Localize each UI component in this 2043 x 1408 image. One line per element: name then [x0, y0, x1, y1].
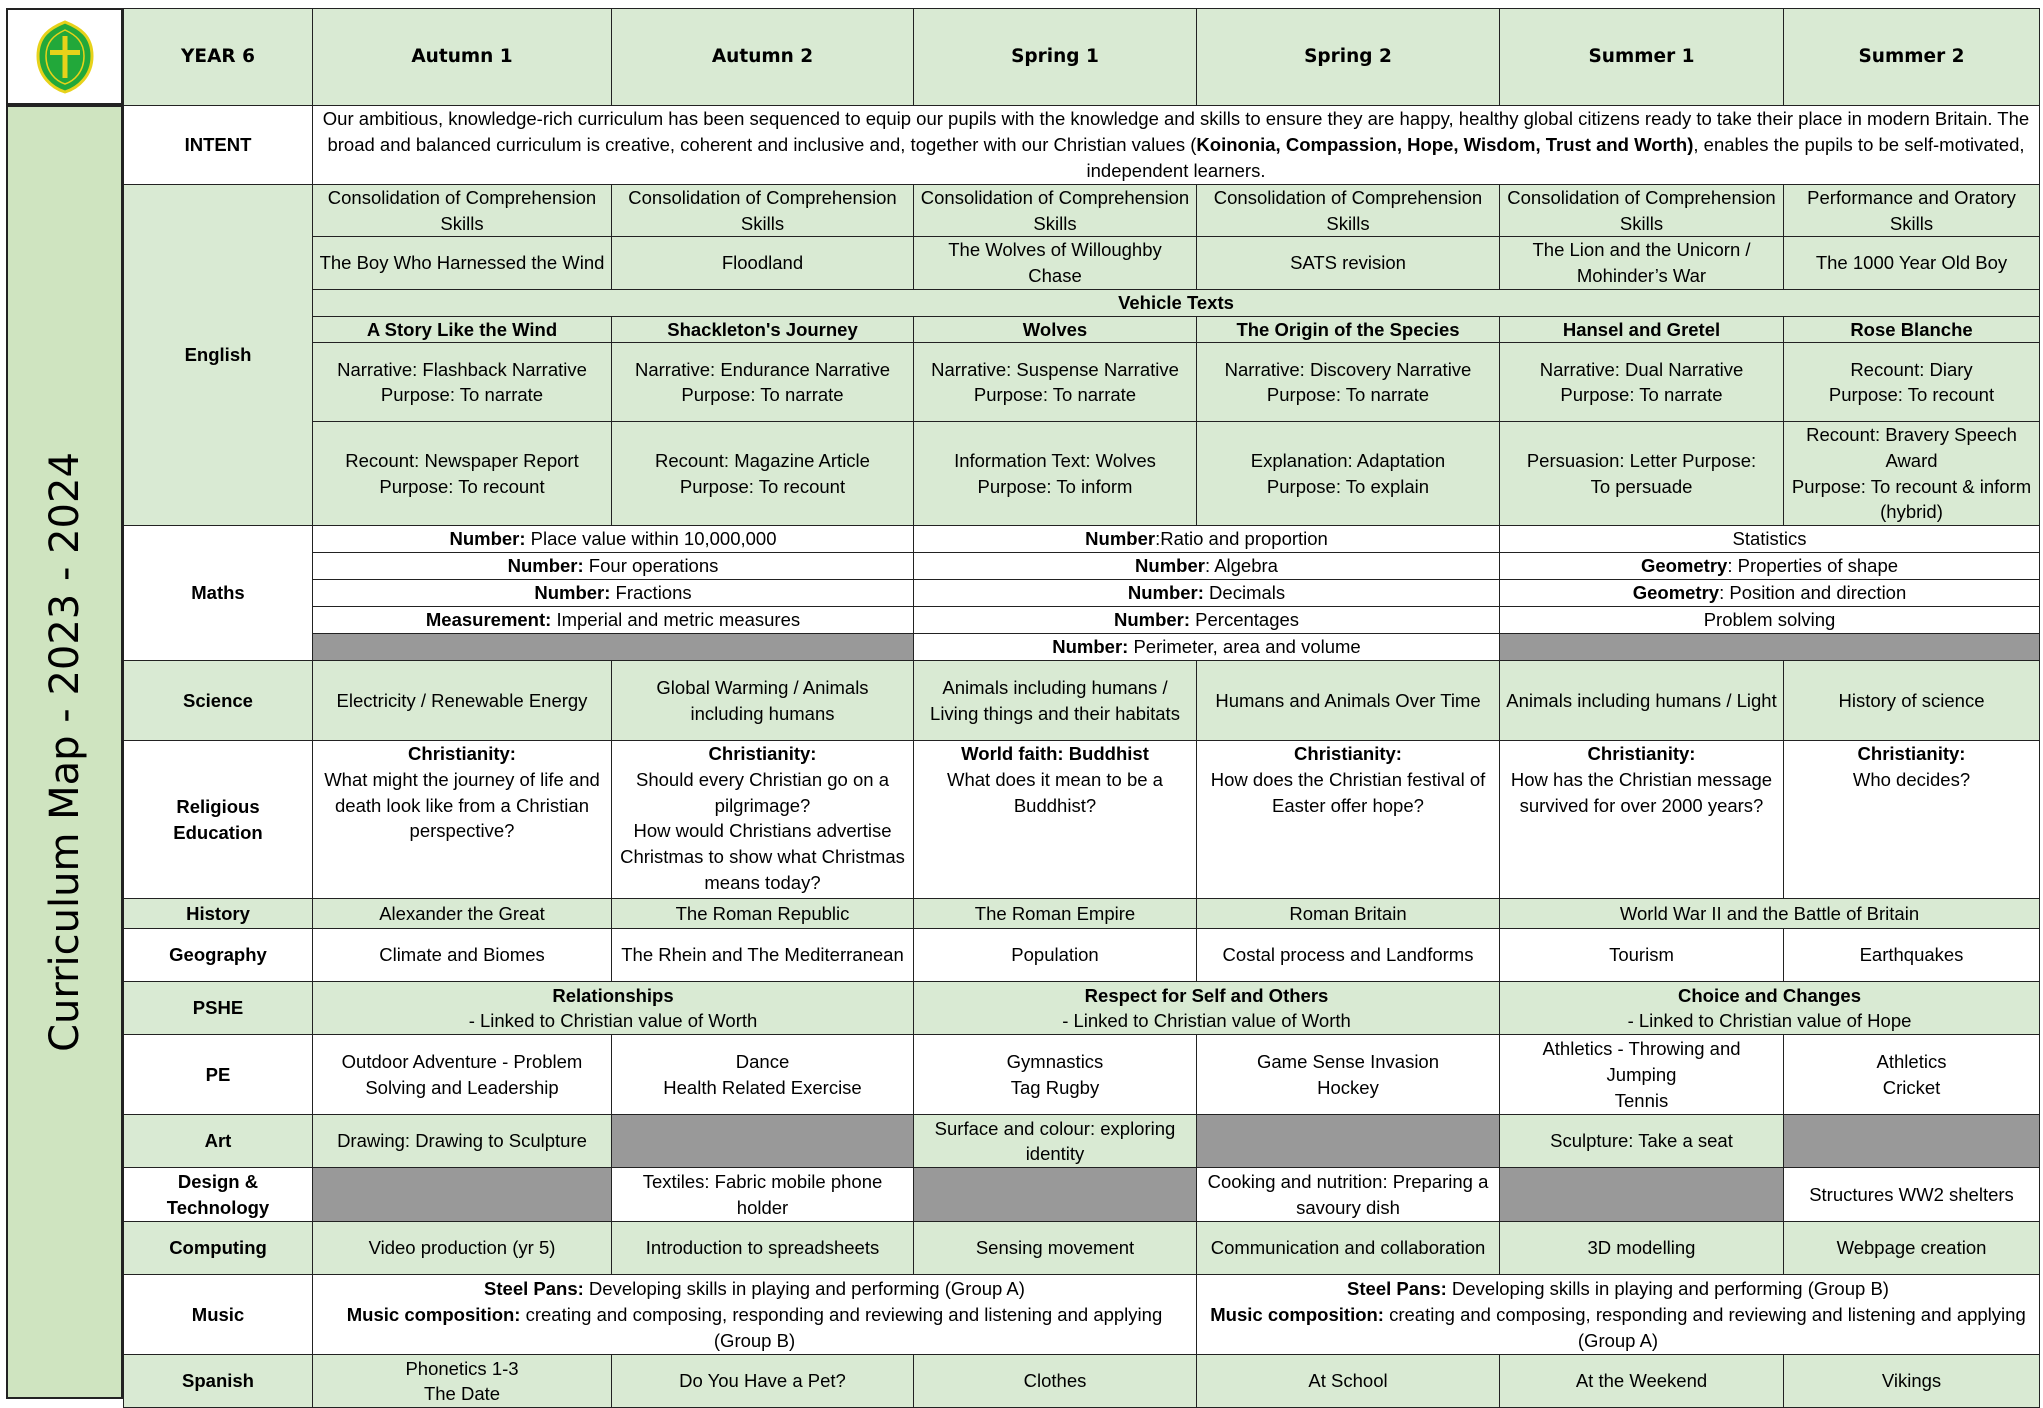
vehicle-text: Wolves — [914, 316, 1197, 343]
dt-cell: Structures WW2 shelters — [1784, 1168, 2040, 1222]
pe-cell: Game Sense Invasion Hockey — [1197, 1035, 1500, 1115]
vehicle-text: Hansel and Gretel — [1500, 316, 1784, 343]
re-cell: World faith: Buddhist What does it mean to be a Buddhist? — [914, 741, 1197, 899]
spanish-cell: Phonetics 1-3 The Date — [313, 1355, 612, 1408]
pe-cell: Dance Health Related Exercise — [612, 1035, 914, 1115]
pe-cell: Athletics Cricket — [1784, 1035, 2040, 1115]
english-book: SATS revision — [1197, 237, 1500, 289]
geography-row — [124, 929, 2040, 982]
subject-label: Computing — [124, 1222, 313, 1275]
history-cell: World War II and the Battle of Britain — [1500, 899, 2040, 929]
re-cell: Christianity: How has the Christian message survived for over 2000 years? — [1500, 741, 1784, 899]
geography-cell: Population — [914, 929, 1197, 982]
geography-cell: Tourism — [1500, 929, 1784, 982]
science-cell: Animals including humans / Light — [1500, 661, 1784, 741]
english-nonfiction: Information Text: Wolves Purpose: To inform — [914, 422, 1197, 526]
maths-cell: Number: Percentages — [914, 607, 1500, 634]
computing-cell: 3D modelling — [1500, 1222, 1784, 1275]
english-skill: Consolidation of Comprehension Skills — [1500, 185, 1784, 237]
music-cell: Steel Pans: Developing skills in playing and performing (Group B) Music composition: creating and composing, responding and reviewing and listening and applying (Group A) — [1197, 1275, 2040, 1355]
school-crest-icon — [36, 20, 94, 94]
empty-cell — [1197, 1115, 1500, 1168]
subject-label: Art — [124, 1115, 313, 1168]
empty-cell — [1784, 1115, 2040, 1168]
vehicle-text: The Origin of the Species — [1197, 316, 1500, 343]
pshe-cell: Respect for Self and Others - Linked to Christian value of Worth — [914, 982, 1500, 1035]
science-cell: History of science — [1784, 661, 2040, 741]
history-cell: The Roman Republic — [612, 899, 914, 929]
subject-label: Music — [124, 1275, 313, 1355]
computing-cell: Webpage creation — [1784, 1222, 2040, 1275]
maths-row — [124, 634, 2040, 661]
english-narrative: Narrative: Flashback Narrative Purpose: To narrate — [313, 343, 612, 422]
english-narrative: Narrative: Endurance Narrative Purpose: To narrate — [612, 343, 914, 422]
art-row — [124, 1115, 2040, 1168]
re-cell: Christianity: Should every Christian go on a pilgrimage? How would Christians advertise Christmas to show what Christmas means today? — [612, 741, 914, 899]
subject-label: Spanish — [124, 1355, 313, 1408]
vehicle-texts-row — [124, 289, 2040, 316]
english-book: Floodland — [612, 237, 914, 289]
music-row — [124, 1275, 2040, 1355]
english-nonfiction: Recount: Bravery Speech Award Purpose: To recount & inform (hybrid) — [1784, 422, 2040, 526]
pshe-cell: Choice and Changes - Linked to Christian value of Hope — [1500, 982, 2040, 1035]
maths-row — [124, 580, 2040, 607]
geography-cell: The Rhein and The Mediterranean — [612, 929, 914, 982]
maths-cell: Number: Four operations — [313, 553, 914, 580]
dt-cell: Textiles: Fabric mobile phone holder — [612, 1168, 914, 1222]
history-cell: Alexander the Great — [313, 899, 612, 929]
empty-cell — [313, 1168, 612, 1222]
empty-cell — [612, 1115, 914, 1168]
geography-cell: Earthquakes — [1784, 929, 2040, 982]
art-cell: Drawing: Drawing to Sculpture — [313, 1115, 612, 1168]
english-nonfiction: Recount: Magazine Article Purpose: To recount — [612, 422, 914, 526]
science-cell: Humans and Animals Over Time — [1197, 661, 1500, 741]
english-book: The Wolves of Willoughby Chase — [914, 237, 1197, 289]
english-narrative: Narrative: Dual Narrative Purpose: To narrate — [1500, 343, 1784, 422]
vehicle-text: Shackleton's Journey — [612, 316, 914, 343]
science-cell: Animals including humans / Living things and their habitats — [914, 661, 1197, 741]
subject-label: PE — [124, 1035, 313, 1115]
empty-cell — [313, 634, 914, 661]
maths-cell: Statistics — [1500, 526, 2040, 553]
subject-label: Maths — [124, 526, 313, 661]
science-row — [124, 661, 2040, 741]
geography-cell: Costal process and Landforms — [1197, 929, 1500, 982]
subject-label: Science — [124, 661, 313, 741]
english-skill: Consolidation of Comprehension Skills — [1197, 185, 1500, 237]
maths-cell: Measurement: Imperial and metric measures — [313, 607, 914, 634]
english-skill: Consolidation of Comprehension Skills — [612, 185, 914, 237]
pe-cell: Athletics - Throwing and Jumping Tennis — [1500, 1035, 1784, 1115]
computing-cell: Video production (yr 5) — [313, 1222, 612, 1275]
curriculum-table — [123, 8, 2040, 1408]
computing-cell: Communication and collaboration — [1197, 1222, 1500, 1275]
pe-cell: Outdoor Adventure - Problem Solving and Leadership — [313, 1035, 612, 1115]
spanish-cell: At the Weekend — [1500, 1355, 1784, 1408]
history-cell: Roman Britain — [1197, 899, 1500, 929]
maths-cell: Number: Decimals — [914, 580, 1500, 607]
subject-label: Design & Technology — [124, 1168, 313, 1222]
re-cell: Christianity: What might the journey of life and death look like from a Christian perspective? — [313, 741, 612, 899]
term-header: Autumn 1 — [313, 9, 612, 106]
geography-cell: Climate and Biomes — [313, 929, 612, 982]
maths-row — [124, 526, 2040, 553]
subject-label: Geography — [124, 929, 313, 982]
empty-cell — [1500, 634, 2040, 661]
art-cell: Surface and colour: exploring identity — [914, 1115, 1197, 1168]
maths-row — [124, 553, 2040, 580]
english-book: The Boy Who Harnessed the Wind — [313, 237, 612, 289]
pe-cell: Gymnastics Tag Rugby — [914, 1035, 1197, 1115]
english-nonfiction: Persuasion: Letter Purpose: To persuade — [1500, 422, 1784, 526]
subject-label: INTENT — [124, 106, 313, 185]
term-header: Summer 1 — [1500, 9, 1784, 106]
maths-cell: Number: Algebra — [914, 553, 1500, 580]
re-cell: Christianity: Who decides? — [1784, 741, 2040, 899]
art-cell: Sculpture: Take a seat — [1500, 1115, 1784, 1168]
pe-row — [124, 1035, 2040, 1115]
vehicle-texts-label: Vehicle Texts — [313, 289, 2040, 316]
english-nonfiction: Explanation: Adaptation Purpose: To explain — [1197, 422, 1500, 526]
pshe-row — [124, 982, 2040, 1035]
page-title: Curriculum Map - 2023 - 2024 — [41, 452, 88, 1052]
vehicle-text: A Story Like the Wind — [313, 316, 612, 343]
term-header: Spring 1 — [914, 9, 1197, 106]
english-book: The Lion and the Unicorn / Mohinder’s War — [1500, 237, 1784, 289]
computing-cell: Sensing movement — [914, 1222, 1197, 1275]
spanish-cell: Do You Have a Pet? — [612, 1355, 914, 1408]
english-skill: Performance and Oratory Skills — [1784, 185, 2040, 237]
history-row — [124, 899, 2040, 929]
science-cell: Global Warming / Animals including humans — [612, 661, 914, 741]
year-label: YEAR 6 — [124, 9, 313, 106]
sidebar — [6, 105, 123, 1399]
re-cell: Christianity: How does the Christian festival of Easter offer hope? — [1197, 741, 1500, 899]
term-header: Autumn 2 — [612, 9, 914, 106]
subject-label: PSHE — [124, 982, 313, 1035]
intent-text: Our ambitious, knowledge-rich curriculum has been sequenced to equip our pupils with the knowledge and skills to ensure they are happy, healthy global citizens ready to take their place in modern Britain. The broad and balanced curriculum is creative, coherent and inclusive and, together with our Christian values (Koinonia, Compassion, Hope, Wisdom, Trust and Worth), enables the pupils to be self-motivated, independent learners. — [313, 106, 2040, 185]
spanish-cell: Clothes — [914, 1355, 1197, 1408]
maths-cell: Number: Fractions — [313, 580, 914, 607]
subject-label: English — [124, 185, 313, 526]
computing-cell: Introduction to spreadsheets — [612, 1222, 914, 1275]
spanish-cell: At School — [1197, 1355, 1500, 1408]
subject-label: History — [124, 899, 313, 929]
english-narrative: Narrative: Discovery Narrative Purpose: To narrate — [1197, 343, 1500, 422]
maths-cell: Geometry: Properties of shape — [1500, 553, 2040, 580]
empty-cell — [914, 1168, 1197, 1222]
computing-row — [124, 1222, 2040, 1275]
pshe-cell: Relationships - Linked to Christian value of Worth — [313, 982, 914, 1035]
science-cell: Electricity / Renewable Energy — [313, 661, 612, 741]
maths-cell: Number: Perimeter, area and volume — [914, 634, 1500, 661]
english-skill: Consolidation of Comprehension Skills — [313, 185, 612, 237]
term-header: Spring 2 — [1197, 9, 1500, 106]
term-header: Summer 2 — [1784, 9, 2040, 106]
empty-cell — [1500, 1168, 1784, 1222]
maths-cell: Problem solving — [1500, 607, 2040, 634]
maths-cell: Number:Ratio and proportion — [914, 526, 1500, 553]
vehicle-text: Rose Blanche — [1784, 316, 2040, 343]
history-cell: The Roman Empire — [914, 899, 1197, 929]
maths-cell: Geometry: Position and direction — [1500, 580, 2040, 607]
maths-row — [124, 607, 2040, 634]
english-books-row — [124, 237, 2040, 289]
re-row — [124, 741, 2040, 899]
dt-cell: Cooking and nutrition: Preparing a savoury dish — [1197, 1168, 1500, 1222]
english-book: The 1000 Year Old Boy — [1784, 237, 2040, 289]
subject-label: Religious Education — [124, 741, 313, 899]
spanish-cell: Vikings — [1784, 1355, 2040, 1408]
english-narrative-row — [124, 343, 2040, 422]
english-skill: Consolidation of Comprehension Skills — [914, 185, 1197, 237]
vehicle-texts-titles-row — [124, 316, 2040, 343]
dt-row — [124, 1168, 2040, 1222]
english-nonfiction: Recount: Newspaper Report Purpose: To recount — [313, 422, 612, 526]
english-skills-row — [124, 185, 2040, 237]
english-narrative: Recount: Diary Purpose: To recount — [1784, 343, 2040, 422]
music-cell: Steel Pans: Developing skills in playing and performing (Group A) Music composition: creating and composing, responding and reviewing and listening and applying (Group B) — [313, 1275, 1197, 1355]
english-narrative: Narrative: Suspense Narrative Purpose: To narrate — [914, 343, 1197, 422]
header-row — [124, 9, 2040, 106]
english-nonfiction-row — [124, 422, 2040, 526]
maths-cell: Number: Place value within 10,000,000 — [313, 526, 914, 553]
intent-row — [124, 106, 2040, 185]
school-logo — [6, 8, 123, 105]
